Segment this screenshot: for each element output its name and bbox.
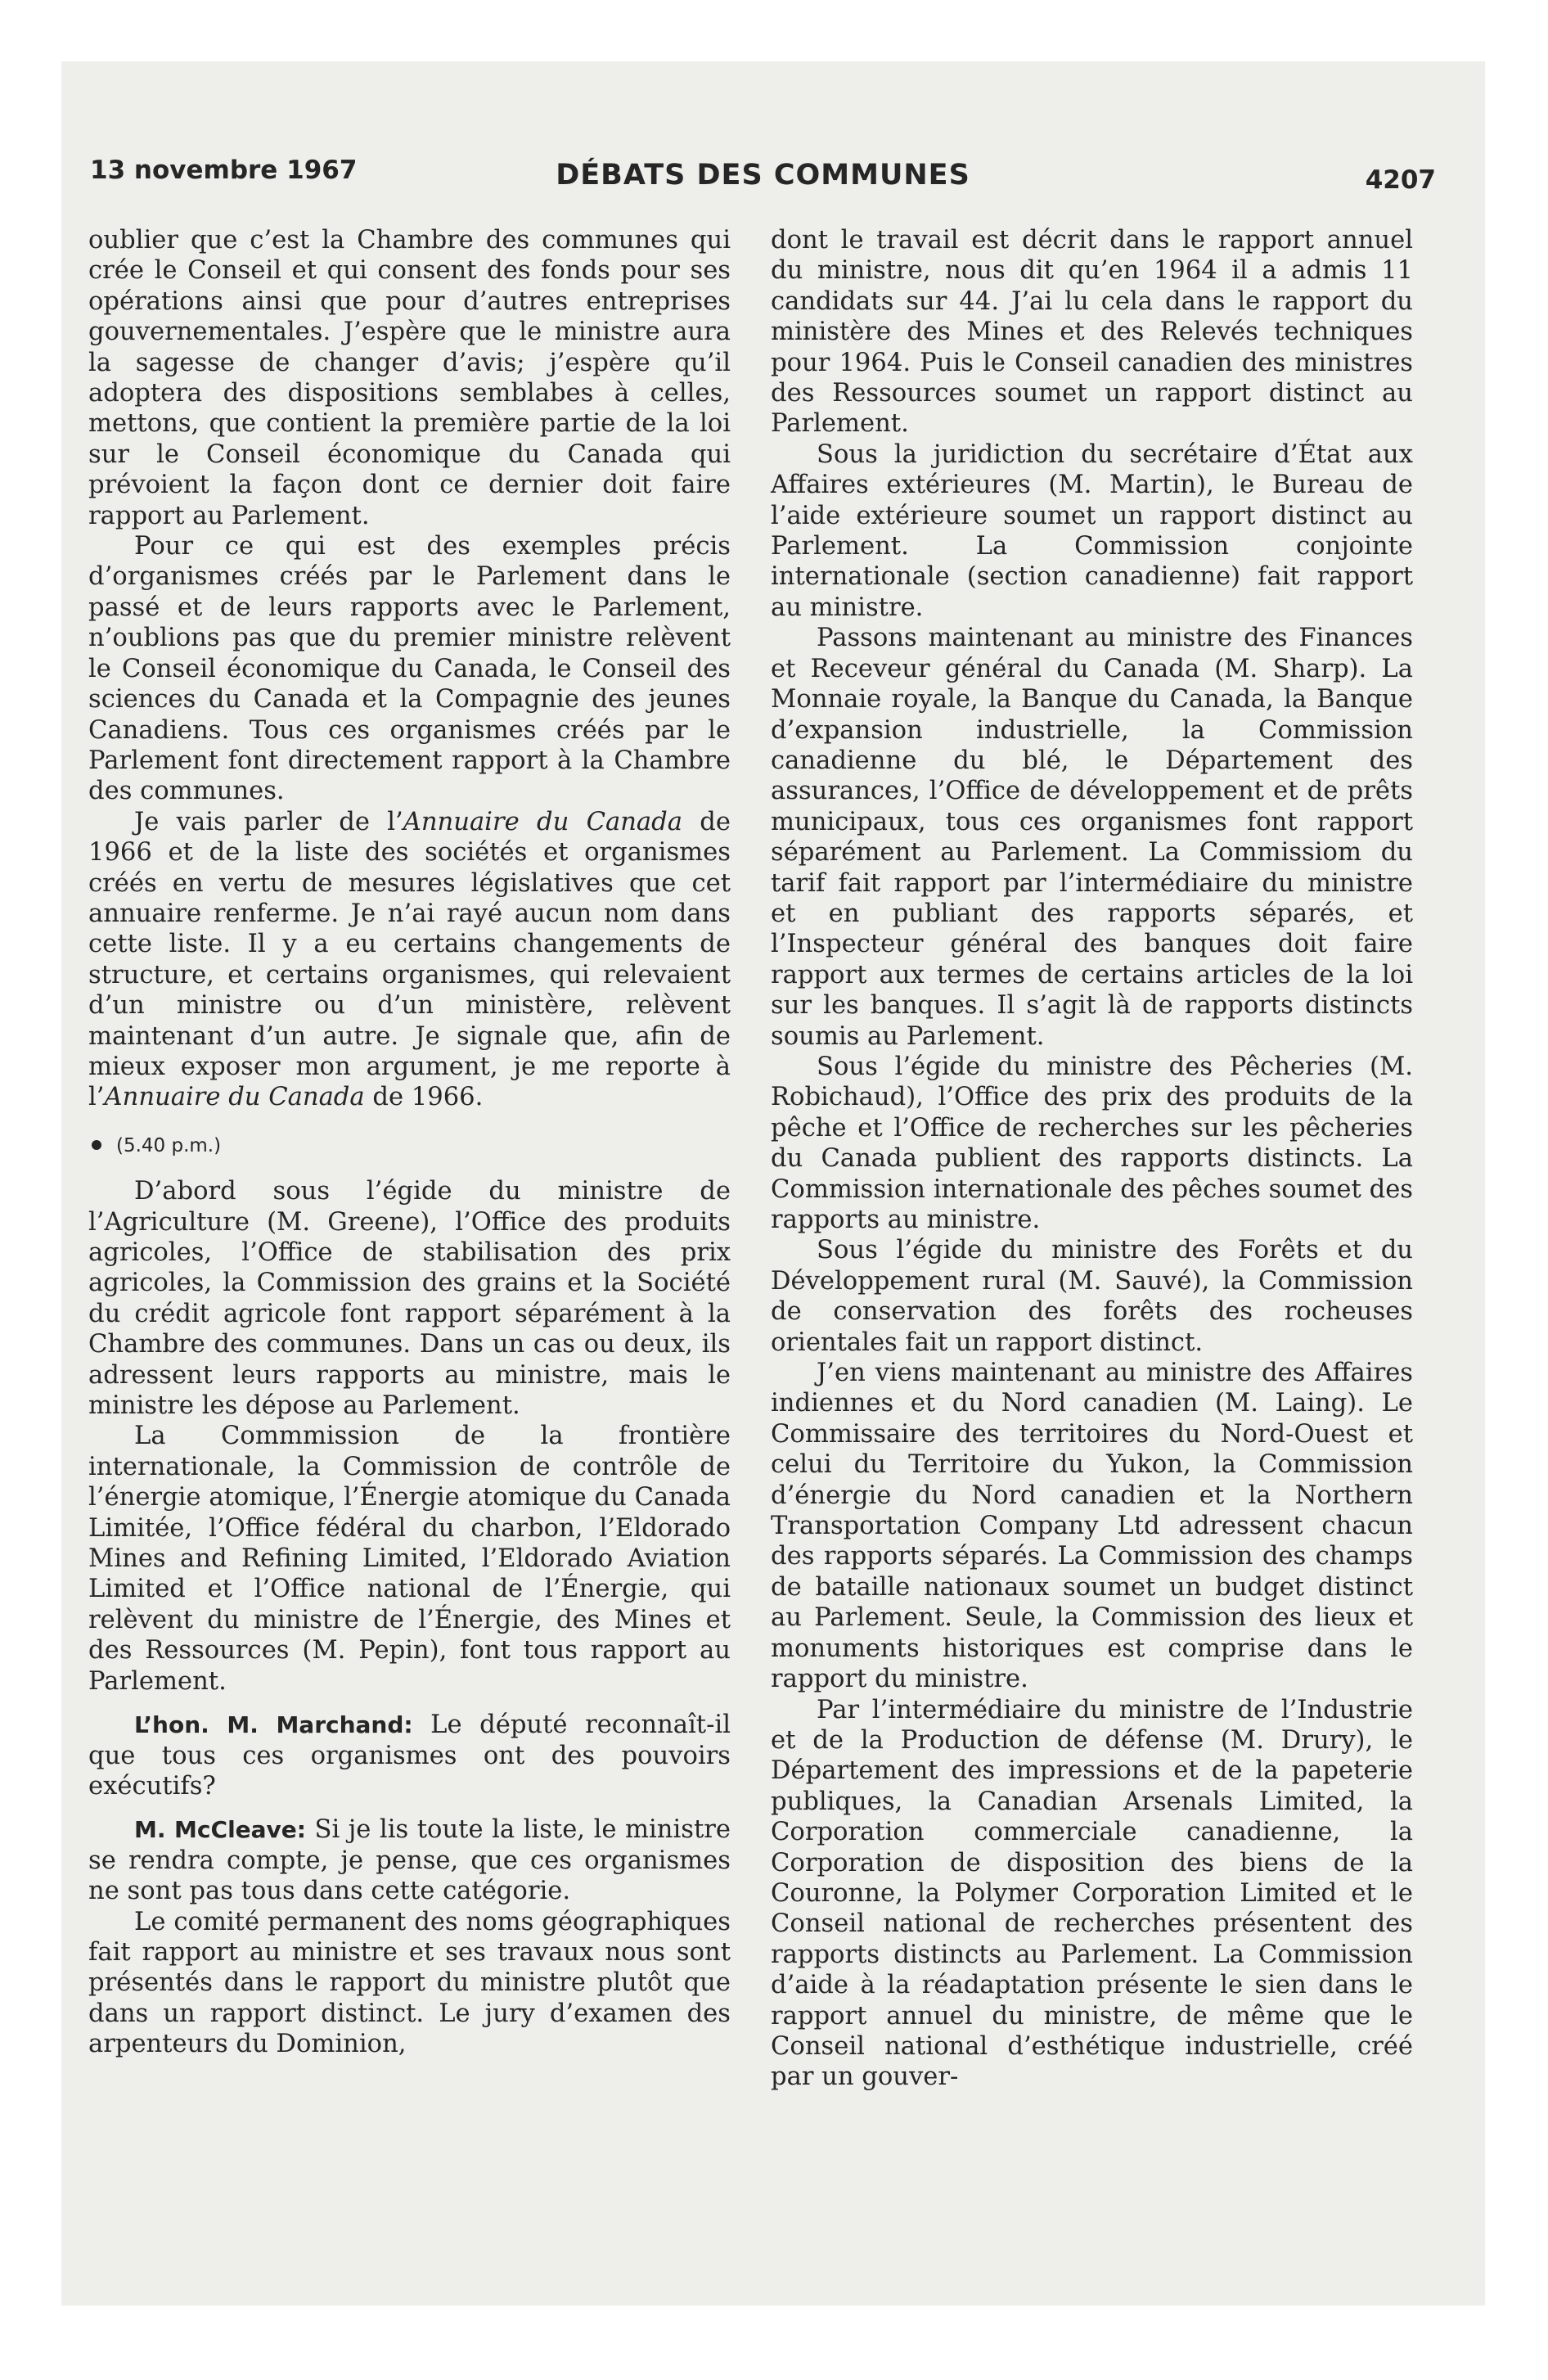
paragraph: Sous l’égide du ministre des Forêts et du Développement rural (M. Sauvé), la Commission de conservation des forêts des rocheuses orientales fait un rapport distinct. (771, 1236, 1413, 1357)
paragraph: Sous l’égide du ministre des Pêcheries (M. Robichaud), l’Office des prix des produits de la pêche et l’Office de recherches sur les pêcheries du Canada publient des rapports distincts. La Commission internationale des pêches soumet des rapports au ministre. (771, 1052, 1413, 1234)
paragraph: Le comité permanent des noms géographiques fait rapport au ministre et ses travaux nous sont présentés dans le rapport du ministre plutôt que dans un rapport distinct. Le jury d’examen des arpenteurs du Dominion, (88, 1907, 731, 2059)
paragraph: J’en viens maintenant au ministre des Affaires indiennes et du Nord canadien (M. Laing). Le Commissaire des territoires du Nord-Ouest et celui du Territoire du Yukon, la Commission d’énergie du Nord canadien et la Northern Transportation Company Ltd adressent chacun des rapports séparés. La Commission des champs de bataille nationaux soumet un budget distinct au Parlement. Seule, la Commission des lieux et monuments historiques est comprise dans le rapport du ministre. (771, 1359, 1413, 1694)
paragraph: Par l’intermédiaire du ministre de l’Industrie et de la Production de défense (M. Drury), le Département des impressions et de la papeterie publiques, la Canadian Arsenals Limited, la Corporation commerciale canadienne, la Corporation de disposition des biens de la Couronne, la Polymer Corporation Limited et le Conseil national de recherches présentent des rapports distincts au Parlement. La Commission d’aide à la réadaptation présente le sien dans le rapport annuel du ministre, de même que le Conseil national d’esthétique industrielle, créé par un gouver- (771, 1695, 1413, 2092)
speaker-name: M. McCleave: (134, 1816, 306, 1844)
italic-title: Annuaire du Canada (104, 1083, 365, 1112)
paragraph: Pour ce qui est des exemples précis d’organismes créés par le Parlement dans le passé et de leurs rapports avec le Parlement, n’oublions pas que du premier ministre relèvent le Conseil économique du Canada, le Conseil des sciences du Canada et la Compagnie des jeunes Canadiens. Tous ces organismes créés par le Parlement font directement rapport à la Chambre des communes. (88, 532, 731, 806)
paragraph: oublier que c’est la Chambre des communes qui crée le Conseil et qui consent des fonds pour ses opérations ainsi que pour d’autres entreprises gouvernementales. J’espère que le ministre aura la sagesse de changer d’avis; j’espère qu’il adoptera des dispositions semblabes à celles, mettons, que contient la première partie de la loi sur le Conseil économique du Canada qui prévoient la façon dont ce dernier doit faire rapport au Parlement. (88, 226, 731, 530)
header-title: DÉBATS DES COMMUNES (556, 159, 970, 192)
paragraph: D’abord sous l’égide du ministre de l’Agriculture (M. Greene), l’Office des produits agricoles, l’Office de stabilisation des prix agricoles, la Commission des grains et la Société du crédit agricole font rapport séparément à la Chambre des communes. Dans un cas ou deux, ils adressent leurs rapports au ministre, mais le ministre les dépose au Parlement. (88, 1177, 731, 1421)
paragraph: dont le travail est décrit dans le rapport annuel du ministre, nous dit qu’en 1964 il a admis 11 candidats sur 44. J’ai lu cela dans le rapport du ministère des Mines et des Relevés techniques pour 1964. Puis le Conseil canadien des ministres des Ressources soumet un rapport distinct au Parlement. (771, 226, 1413, 439)
left-column (88, 225, 731, 2060)
paragraph (88, 807, 731, 1113)
speaker-name: L’hon. M. Marchand: (134, 1711, 413, 1739)
right-column (771, 225, 1413, 2093)
speech (88, 1710, 731, 1801)
header-date: 13 novembre 1967 (90, 156, 358, 185)
speech (88, 1814, 731, 1906)
bullet-icon (92, 1140, 101, 1150)
text-run: de 1966 et de la liste des sociétés et organismes créés en vertu de mesures législatives que cet annuaire renferme. Je n’ai rayé aucun nom dans cette liste. Il y a eu certains changements de structure, et certains organismes, qui relevaient d’un ministre ou d’un ministère, relèvent maintenant d’un autre. Je signale que, afin de mieux exposer mon argument, je me reporte à l’ (88, 807, 731, 1112)
time-marker-text: (5.40 p.m.) (116, 1134, 222, 1156)
text-run: de 1966. (364, 1083, 484, 1112)
page-number: 4207 (1365, 165, 1436, 195)
paragraph: La Commmission de la frontière internationale, la Commission de contrôle de l’énergie atomique, l’Énergie atomique du Canada Limitée, l’Office fédéral du charbon, l’Eldorado Mines and Refining Limited, l’Eldorado Aviation Limited et l’Office national de l’Énergie, qui relèvent du ministre de l’Énergie, des Mines et des Ressources (M. Pepin), font tous rapport au Parlement. (88, 1422, 731, 1696)
speech-text: Si je lis toute la liste, le ministre se rendra compte, je pense, que ces organismes ne sont pas tous dans cette catégorie. (88, 1815, 731, 1906)
paragraph: Passons maintenant au ministre des Finances et Receveur général du Canada (M. Sharp). La Monnaie royale, la Banque du Canada, la Banque d’expansion industrielle, la Commission canadienne du blé, le Département des assurances, l’Office de développement et de prêts municipaux, tous ces organismes font rapport séparément au Parlement. La Commissiom du tarif fait rapport par l’intermédiaire du ministre et en publiant des rapports séparés, et l’Inspecteur général des banques doit faire rapport aux termes de certains articles de la loi sur les banques. Il s’agit là de rapports distincts soumis au Parlement. (771, 624, 1413, 1051)
speech-text: Le député reconnaît-il que tous ces organismes ont des pouvoirs exécutifs? (88, 1711, 731, 1801)
text-run: Je vais parler de l’ (134, 807, 403, 836)
italic-title: Annuaire du Canada (403, 807, 682, 836)
page-header (90, 156, 1436, 205)
paragraph: Sous la juridiction du secrétaire d’État aux Affaires extérieures (M. Martin), le Bureau de l’aide extérieure soumet un rapport distinct au Parlement. La Commission conjointe internationale (section canadienne) fait rapport au ministre. (771, 439, 1413, 622)
time-marker (88, 1131, 731, 1161)
